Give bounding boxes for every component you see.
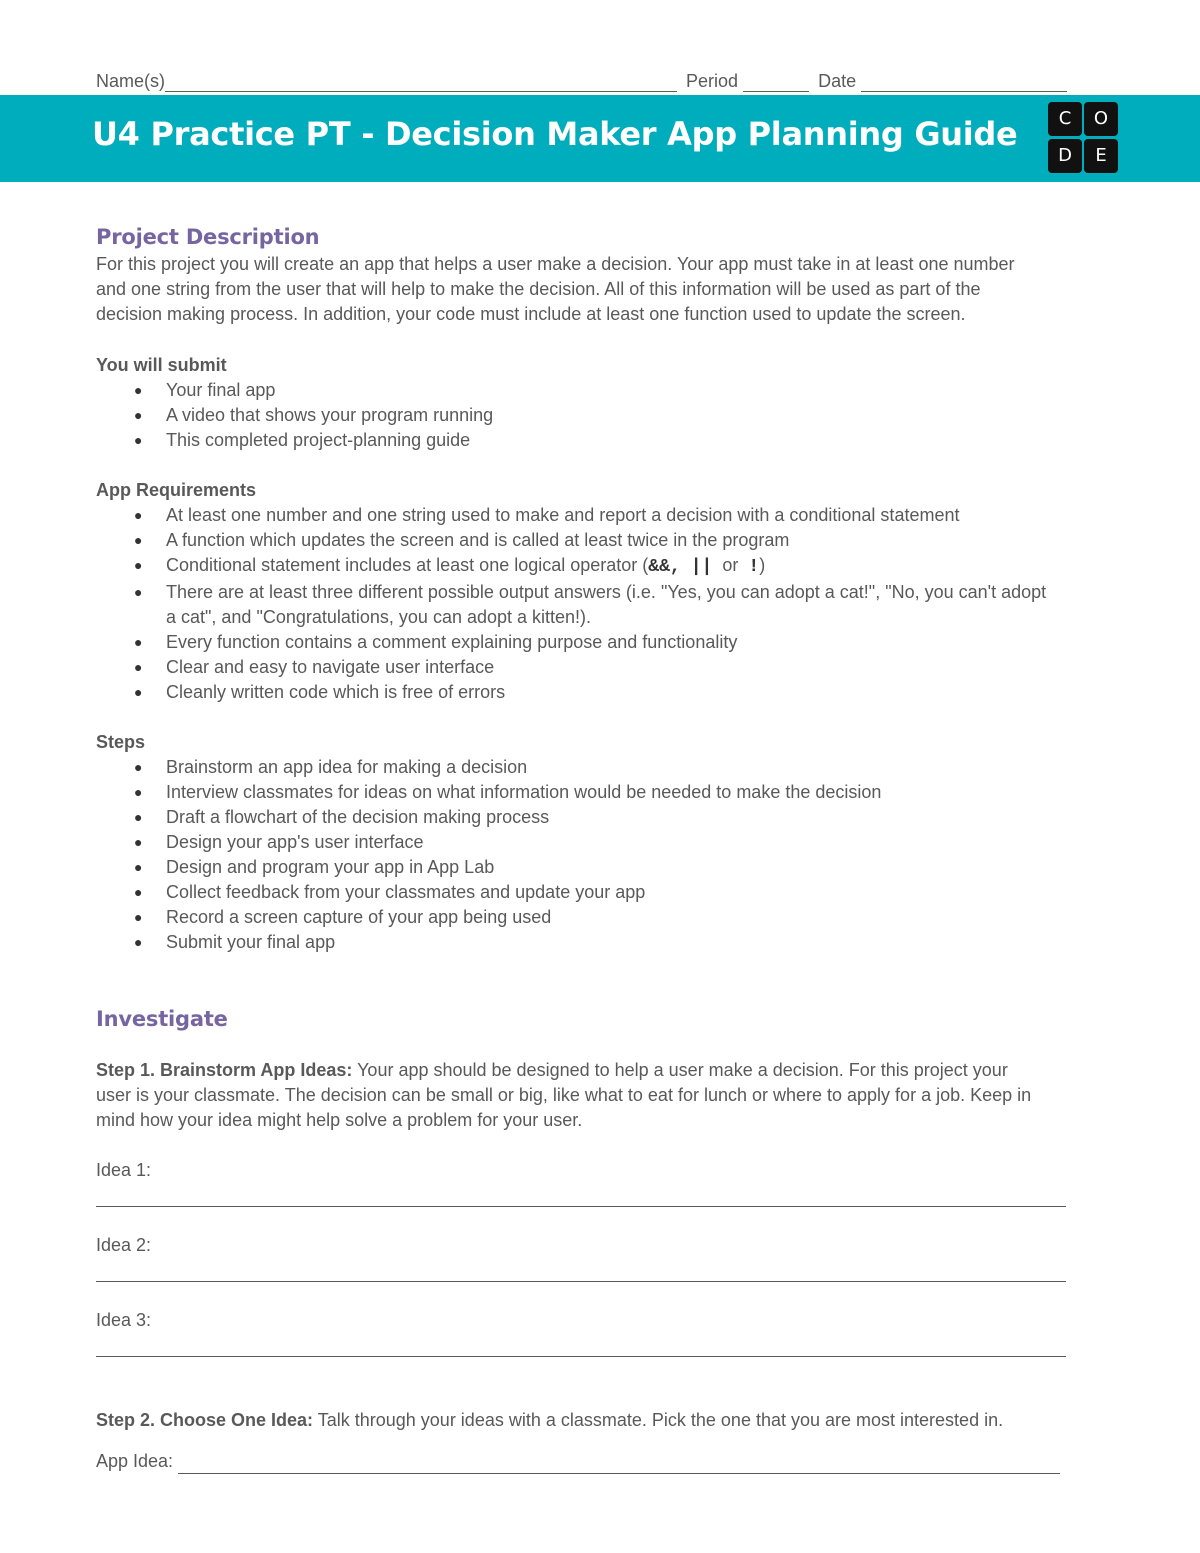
period-field[interactable] [743,73,809,92]
investigate-heading: Investigate [96,1007,228,1031]
list-item: ● Interview classmates for ideas on what information would be needed to make the decision [134,782,882,802]
list-item: ● Clear and easy to navigate user interface [134,657,495,677]
list-item: ● Submit your final app [134,932,336,952]
title-banner [0,95,1200,182]
document-body [96,222,1136,1474]
step2-paragraph: Step 2. Choose One Idea: Talk through your ideas with a classmate. Pick the one that you are most interested in. [96,1410,1004,1430]
name-label: Name(s) [96,71,166,91]
step1-paragraph-line: mind how your idea might help solve a problem for your user. [96,1110,583,1130]
app-idea-line[interactable] [178,1455,1060,1474]
date-field[interactable] [861,73,1067,92]
idea-1-field[interactable] [96,1158,1136,1233]
idea-2-label: Idea 2: [96,1235,152,1255]
operator-or: || [690,557,713,577]
list-item: ● Collect feedback from your classmates and update your app [134,882,646,902]
code-org-logo [1048,102,1120,174]
idea-2-field[interactable] [96,1233,1136,1308]
idea-1-line[interactable] [96,1206,1066,1207]
operator-and: &&, [648,557,681,577]
app-idea-field[interactable] [96,1449,1136,1474]
date-label: Date [818,71,857,91]
requirements-list [96,503,1136,705]
student-info-line [96,71,1086,93]
step1-label: Step 1. Brainstorm App Ideas: [96,1060,353,1080]
name-field[interactable] [165,73,677,92]
list-item: ● Your final app [134,380,276,400]
list-item: ● Brainstorm an app idea for making a decision [134,757,528,777]
list-item: ● Record a screen capture of your app being used [134,907,552,927]
list-item: ● Conditional statement includes at least one logical operator (&&, || or !) [134,555,766,577]
list-item: ● Design and program your app in App Lab [134,857,495,877]
submit-list [96,378,1136,453]
list-item: ● Cleanly written code which is free of errors [134,682,506,702]
list-item: ● Design your app's user interface [134,832,424,852]
logo-letter-o: O [1084,102,1118,136]
list-item: ● There are at least three different possible output answers (i.e. "Yes, you can adopt a cat!", "No, you can't adopt a cat", and "Congratulations, you can adopt a kitten!). [134,582,1047,627]
requirements-heading: App Requirements [96,480,257,500]
idea-3-line[interactable] [96,1356,1066,1357]
idea-2-line[interactable] [96,1281,1066,1282]
period-label: Period [686,71,739,91]
app-idea-label: App Idea: [96,1451,174,1471]
project-description-line: For this project you will create an app that helps a user make a decision. Your app must take in at least one number [96,254,1015,274]
step1-paragraph-line: user is your classmate. The decision can be small or big, like what to eat for lunch or where to apply for a job. Keep in [96,1085,1032,1105]
idea-1-label: Idea 1: [96,1160,152,1180]
project-description-line: and one string from the user that will help to make the decision. All of this information will be used as part of the [96,279,981,299]
steps-list [96,755,1136,955]
idea-3-label: Idea 3: [96,1310,152,1330]
project-description-heading: Project Description [96,225,320,249]
logo-letter-e: E [1084,139,1118,173]
logo-letter-d: D [1048,139,1082,173]
idea-3-field[interactable] [96,1308,1136,1383]
list-item: ● A video that shows your program running [134,405,494,425]
page-title: U4 Practice PT - Decision Maker App Planning Guide [92,115,1018,153]
logo-letter-c: C [1048,102,1082,136]
list-item: ● Draft a flowchart of the decision making process [134,807,550,827]
steps-heading: Steps [96,732,146,752]
list-item: ● This completed project-planning guide [134,430,471,450]
operator-not: ! [748,557,760,577]
list-item: ● A function which updates the screen and is called at least twice in the program [134,530,790,550]
submit-heading: You will submit [96,355,227,375]
step2-label: Step 2. Choose One Idea: [96,1410,314,1430]
list-item: ● Every function contains a comment explaining purpose and functionality [134,632,738,652]
step1-paragraph: Step 1. Brainstorm App Ideas: Your app should be designed to help a user make a decision. For this project your [96,1060,1008,1080]
project-description-line: decision making process. In addition, your code must include at least one function used to update the screen. [96,304,966,324]
list-item: ● At least one number and one string used to make and report a decision with a conditional statement [134,505,960,525]
